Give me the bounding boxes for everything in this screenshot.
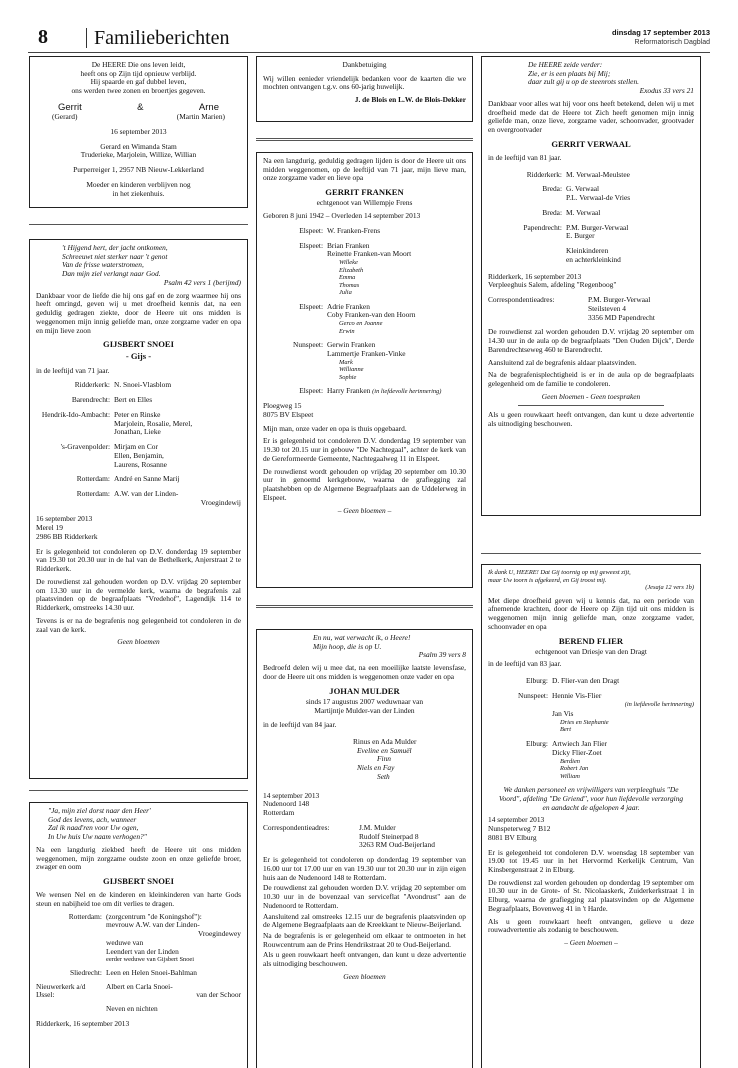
relative-entry (36, 411, 241, 437)
verse-line: Zie, er is een plaats bij Mij; (528, 68, 611, 78)
relative-place: Ridderkerk: (74, 380, 110, 390)
invitation-note: Als u geen rouwkaart heeft ontvangen, dan kunt u deze advertentie als uitnodiging beschouwen. (488, 410, 694, 429)
note: in het ziekenhuis. (112, 188, 165, 198)
age: in de leeftijd van 84 jaar. (263, 720, 337, 730)
address-line: Rotterdam (263, 808, 295, 818)
relative-name: Leen en Helen Snoei-Bahlman (106, 967, 197, 977)
relative-name: W. Franken-Frens (327, 225, 381, 235)
correspondence-line: Steilsteven 4 (588, 303, 626, 313)
obituary-gerrit-verwaal (481, 56, 701, 516)
obituary-gijsbert-snoei (29, 239, 248, 779)
relative-name: Rinus en Ada Mulder (353, 737, 417, 747)
address-line: 8081 BV Elburg (488, 832, 537, 842)
relative-place: Elburg: (525, 739, 548, 749)
grandchild-name: Emma (339, 274, 356, 282)
address-line: Nudenoord 148 (263, 799, 310, 809)
baby-subnames (36, 113, 241, 122)
ad-line: heeft ons op Zijn tijd opnieuw verblijd. (80, 68, 197, 78)
verse-line: In Uw huis Uw naam verhogen?" (48, 832, 147, 842)
address-line: 8075 BV Elspeet (263, 409, 314, 419)
correspondence-line: Rudolf Steinerpad 8 (359, 831, 419, 841)
relatives-list (36, 381, 241, 507)
verse-source: Psalm 42 vers 1 (berijmd) (163, 277, 241, 287)
life-dates: Geboren 8 juni 1942 – Overleden 14 september 2013 (263, 211, 421, 221)
divider (256, 138, 473, 141)
grandchild-name: Willeke (339, 259, 358, 267)
relative-entry (488, 247, 694, 264)
relative-name: Neven en nichten (106, 1004, 158, 1014)
relative-place: Breda: (542, 207, 562, 217)
relative-name: M. Verwaal-Meulstee (566, 169, 630, 179)
grandchild-name: Mark (339, 358, 353, 366)
relative-place (488, 247, 566, 264)
divider (29, 790, 248, 791)
intro-text: Na een langdurig ziekbed heeft de Heere uit ons midden weggenomen, mijn zorgzame oudste zoon en onze geliefde broer, zwager en oom (36, 844, 241, 872)
relative-name: Bert en Elles (114, 395, 153, 405)
correspondence-label: Correspondentieadres: (263, 822, 330, 832)
relative-place: Nunspeet: (518, 690, 548, 700)
verse-source: Exodus 33 vers 21 (639, 86, 694, 96)
relative-place: Elspeet: (299, 301, 323, 311)
funeral-info: De rouwdienst zal gehouden worden D.V. vrijdag 20 september om 10.30 uur in de bovenzaal van serviceflat "Avondrust" aan de Nudenoord te Rotterdam. (263, 883, 466, 910)
verse-line: maar Uw toorn is afgekeerd, en Gij troost mij. (488, 576, 607, 584)
funeral-info: De rouwdienst zal worden gehouden op donderdag 19 september om 10.30 uur in de Grote- of St. Nicolaaskerk, Zuiderkerkstraat 1 in Elburg, waarna de grafiegging zal plaatsvinden op de Algemene Begraafplaats, Bovenweg 41 in 't Harde. (488, 877, 694, 913)
intro-text: Met diepe droefheid geven wij u kennis dat, na een periode van afnemende krachten, door de Heere op Zijn tijd uit ons midden is weggenomen mijn innig geliefde man, onze zorgzame vader, schoonvader en opa (488, 595, 694, 631)
burial-info: Aansluitend zal de begrafenis aldaar plaatsvinden. (488, 357, 637, 367)
lying-in-state: Mijn man, onze vader en opa is thuis opgebaard. (263, 423, 407, 433)
relative-place: Elspeet: (299, 386, 323, 396)
spouse-line: echtgenoot van Willempje Frens (316, 198, 413, 208)
relative-entry (488, 224, 694, 241)
relative-entry (488, 692, 694, 708)
ampersand: & (137, 101, 144, 113)
gathering-info: Na de begrafenis is er gelegenheid om elkaar te ontmoeten in het Rouwcentrum aan de Prins Hendrikstraat 20 te Oud-Beijerland. (263, 930, 466, 949)
section-title: Familieberichten (94, 27, 230, 49)
relative-name: Jan Vis (552, 709, 574, 719)
relative-name: Jonathan, Lieke (114, 427, 161, 437)
relative-name: G. Verwaal (566, 184, 600, 194)
relative-name: D. Flier-van den Dragt (552, 676, 620, 686)
relative-entry (36, 983, 241, 1000)
funeral-info: De rouwdienst zal worden gehouden D.V. vrijdag 20 september om 14.30 uur in de aula op de begraafplaats "Den Ouden Dijck", Derde Barendrechtseweg 460 te Barendrecht. (488, 327, 694, 354)
relative-place: Breda: (542, 184, 562, 194)
grandchild-name: Robert Jan (560, 765, 589, 773)
ad-line: De HEERE Die ons leven leidt, (91, 60, 186, 69)
invitation-note: Als u geen rouwkaart heeft ontvangen, gelieve u deze rouwadvertentie als zodanig te beschouwen. (488, 916, 694, 935)
deceased-name: JOHAN MULDER (329, 685, 400, 696)
baby-subname: (Martin Marien) (176, 112, 225, 122)
verse-source: (Jesaja 12 vers 1b) (645, 584, 694, 592)
relative-name: André en Sanne Marij (114, 474, 180, 484)
relative-place: Hendrik-Ido-Ambacht: (41, 409, 110, 419)
header-divider (86, 28, 87, 48)
address-line: Nunspeterweg 7 B12 (488, 824, 551, 834)
newspaper-name: Reformatorisch Dagblad (634, 39, 710, 46)
grandchild-name: Willianne (339, 366, 364, 374)
deceased-name: GIJSBERT SNOEI (103, 876, 174, 887)
relative-name: weduwe van (106, 937, 144, 947)
relative-place: Papendrecht: (523, 222, 562, 232)
no-flowers-note: Geen bloemen (117, 637, 160, 647)
correspondence-line: 3263 RM Oud-Beijerland (359, 840, 435, 850)
relative-name: Peter en Rinske (114, 409, 161, 419)
relative-name: P.M. Burger-Verwaal (566, 222, 629, 232)
no-flowers-note: Geen bloemen - Geen toespraken (541, 391, 641, 401)
relative-name: A.W. van der Linden- (114, 488, 179, 498)
grandchild-name: Thomas (339, 281, 360, 289)
relative-name: Coby Franken-van den Hoorn (327, 310, 416, 320)
date: 16 september 2013 (36, 514, 93, 524)
condolence-info: Er is gelegenheid tot condoleren D.V. woensdag 18 september van 19.00 tot 19.45 uur in het Hervormd Kerkelijk Centrum, Van Kinsbergenstraat 2 in Elburg. (488, 847, 694, 875)
age: in de leeftijd van 81 jaar. (488, 153, 562, 163)
verse-line: Zal ik naad'ren voor Uw ogen, (48, 823, 139, 833)
divider (29, 224, 248, 225)
relative-name: (zorgcentrum "de Koningshof"): (106, 911, 202, 921)
relative-entry (36, 1005, 241, 1014)
no-flowers-note: – Geen bloemen – (564, 938, 618, 948)
grandchild-name: Julia (339, 289, 352, 297)
relative-place: 's-Gravenpolder: (60, 442, 110, 452)
deceased-name: GIJSBERT SNOEI (103, 339, 174, 350)
verse (488, 61, 694, 96)
condolence-info: Er is gelegenheid tot condoleren D.V. donderdag 19 september van 19.30 tot 20.15 uur in gebouw "De Nachtegaal", achter de kerk van de Gereformeerde Gemeente, Nachtegaalweg 11 in Elspeet. (263, 436, 466, 463)
relative-entry (263, 227, 466, 236)
relative-place: Sliedrecht: (69, 967, 102, 977)
widower-line: sinds 17 augustus 2007 weduwnaar van (305, 696, 424, 706)
relative-name: Vroegindewey (197, 929, 241, 939)
date-place: Ridderkerk, 16 september 2013 (36, 1018, 130, 1028)
relative-name: N. Snoei-Vlasblom (114, 380, 172, 390)
grandchild-name: Gerco en Joanne (339, 320, 383, 328)
verse-source: Psalm 39 vers 8 (418, 650, 466, 660)
ad-line: Hij spaarde en gaf dubbel leven, (90, 77, 187, 87)
divider (256, 605, 473, 608)
divider (481, 553, 701, 554)
date-place: Ridderkerk, 16 september 2013 (488, 271, 582, 281)
relative-entry (36, 913, 241, 964)
relative-place (36, 1005, 106, 1014)
vis-family (488, 710, 694, 734)
obituary-gijsbert-snoei-family (29, 802, 248, 1068)
spouse-line: echtgenoot van Driesje van den Dragt (535, 646, 647, 656)
intro-text: Bedroefd delen wij u mee dat, na een moeilijke laatste levensfase, door de Heere uit ons midden is weggenomen onze vader en opa (263, 663, 466, 681)
header-rule (28, 52, 710, 53)
verse (36, 244, 241, 288)
age: in de leeftijd van 71 jaar. (36, 365, 110, 375)
intro-text: Na een langdurig, geduldig gedragen lijden is door de Heere uit ons midden weggenomen, op de leeftijd van 71 jaar, mijn lieve man, onze zorgzame vader en lieve opa (263, 156, 466, 183)
no-flowers-note: Geen bloemen (343, 971, 386, 981)
relative-entry (488, 185, 694, 202)
relative-place: Nunspeet: (293, 340, 323, 350)
grandchild-name: Seth (377, 771, 390, 781)
relative-entry (488, 740, 694, 780)
verse-line: 't Hijgend hert, der jacht ontkomen, (62, 243, 168, 252)
verse-line: Schreeuwt niet sterker naar 't genot (62, 251, 168, 261)
relative-name: Vroegindewij (200, 497, 241, 507)
correspondence-address (263, 824, 466, 850)
relative-name: Kleinkinderen (566, 246, 609, 256)
baby-name: Gerrit (58, 101, 82, 113)
relative-name: Mirjam en Cor (114, 442, 158, 452)
address-line: Ploegweg 15 (263, 401, 302, 411)
relative-name: Artwiech Jan Flier (552, 739, 608, 749)
relative-name: Brian Franken (327, 240, 370, 250)
relative-name: en achterkleinkind (566, 254, 621, 264)
grandchild-name: Dries en Stephanie (560, 718, 609, 726)
verse-line: God des levens, ach, wanneer (48, 814, 137, 824)
relative-name: Albert en Carla Snoei- (106, 981, 173, 991)
relative-name: Marjolein, Rosalie, Merel, (114, 418, 193, 428)
baby-subname: (Gerard) (52, 112, 78, 122)
memory-note: (in liefdevolle herinnering) (372, 388, 442, 396)
no-flowers-note: – Geen bloemen – (337, 505, 392, 515)
relative-name: Ellen, Benjamin, (114, 450, 164, 460)
relative-name: M. Verwaal (566, 207, 601, 217)
relative-entry (488, 209, 694, 218)
verse-line: De HEERE zeide verder: (528, 60, 603, 69)
relative-name: Adrie Franken (327, 301, 370, 311)
relative-place: Rotterdam: (68, 911, 102, 921)
relative-name: Hennie Vis-Flier (552, 690, 602, 700)
birth-date: 16 september 2013 (110, 126, 167, 136)
condolence-info: Er is gelegenheid tot condoleren op donderdag 19 september van 16.00 uur tot 17.00 uur en van 19.30 uur tot 20.30 uur in zijn eigen huis aan de Nudenoord 148 te Rotterdam. (263, 855, 466, 882)
relative-place: Nieuwerkerk a/d IJssel: (36, 981, 86, 1000)
notice-title: Dankbetuiging (342, 60, 387, 69)
obituary-gerrit-franken (256, 152, 473, 588)
correspondence-label: Correspondentieadres: (488, 295, 555, 305)
parents: Gerard en Wimanda Stam (100, 141, 177, 151)
grandchild-name: Sophie (339, 373, 357, 381)
address-line: 2986 BB Ridderkerk (36, 531, 98, 541)
grandchild-name: Eveline en Samuël (357, 745, 412, 755)
relative-place: Elburg: (525, 676, 548, 686)
relative-name: van der Schoor (196, 990, 241, 1000)
verse (36, 807, 241, 842)
funeral-info: De rouwdienst wordt gehouden op vrijdag 20 september om 10.30 uur in genoemd kerkgebouw, waarna de grafiegging zal plaatshebben op de Algemene Begraafplaats aan de Uddelerweg in Elspeet. (263, 466, 466, 502)
relative-name: Dicky Flier-Zoet (552, 747, 602, 757)
grandchild-name: Berdien (560, 757, 580, 765)
ad-line: ons werden twee zonen en broertjes gegeven. (71, 86, 206, 96)
relative-entry (36, 490, 241, 507)
correspondence-address (488, 296, 694, 322)
page-header (28, 26, 710, 50)
relative-place: Ridderkerk: (526, 169, 562, 179)
relative-place: Elspeet: (299, 225, 323, 235)
deceased-nickname: - Gijs - (125, 351, 152, 362)
thank-you-notice (256, 56, 473, 122)
relative-entry (36, 969, 241, 978)
baby-name: Arne (198, 101, 219, 113)
inner-rule (518, 405, 664, 406)
verse (263, 634, 466, 660)
grandchild-name: Elizabeth (339, 266, 364, 274)
relative-name: Reinette Franken-van Moort (327, 249, 412, 259)
relative-name: Lammertje Franken-Vinke (327, 349, 406, 359)
verse-line: En nu, wat verwacht ik, o Heere! (313, 633, 411, 642)
intro-text: Dankbaar voor alles wat hij voor ons heeft betekend, delen wij u met droefheid mede dat de Heere tot Zich heeft genomen mijn innig geliefde man, onze lieve, zorgzame vader, schoonvader, grootvader en overgrootvader (488, 98, 694, 135)
correspondence-line: 3356 MD Papendrecht (588, 312, 655, 322)
relative-name: Harry Franken (327, 386, 371, 396)
notice-text: Wij willen eenieder vriendelijk bedanken voor de kaarten die we mochten ontvangen t.g.v. ons 60-jarig huwelijk. (263, 73, 466, 92)
family-list (263, 738, 466, 782)
birth-announcement-gerrit-arne (29, 56, 248, 208)
verse-line: "Ja, mijn ziel dorst naar den Heer' (48, 806, 151, 815)
date: 14 september 2013 (263, 790, 320, 800)
age: in de leeftijd van 83 jaar. (488, 659, 562, 669)
relative-entry (488, 171, 694, 180)
relative-entry (263, 387, 466, 396)
relative-place: Elspeet: (299, 240, 323, 250)
verse-line: daar zult gij u op de steenrots stellen. (528, 77, 639, 87)
correspondence-line: J.M. Mulder (359, 822, 396, 832)
correspondence-line: P.M. Burger-Verwaal (588, 295, 651, 305)
siblings: Truderieke, Marjolein, Willize, Willian (80, 150, 197, 160)
funeral-info: De rouwdienst zal gehouden worden op D.V. vrijdag 20 september om 13.30 uur in de vermelde kerk, waarna de begrafenis zal plaatsvinden op de begraafplaats "Vredehof", Lagendijk 114 te Ridderkerk, omstreeks 14.30 uur. (36, 576, 241, 613)
relative-entry (36, 475, 241, 484)
deceased-name: GERRIT VERWAAL (551, 138, 631, 149)
relative-entry (488, 677, 694, 686)
relative-place: Rotterdam: (76, 488, 110, 498)
obituary-johan-mulder (256, 629, 473, 1068)
relative-name: E. Burger (566, 231, 595, 241)
verse-line: Van de frisse waterstromen, (62, 260, 144, 270)
spouse-line: Martijntje Mulder-van der Linden (314, 705, 415, 715)
relative-name: Gerwin Franken (327, 340, 376, 350)
verse-line: Dan mijn ziel verlangt naar God. (62, 269, 161, 279)
relative-place: Barendrecht: (71, 395, 110, 405)
relative-entry (36, 381, 241, 390)
relative-name: Laurens, Rosanne (114, 459, 167, 469)
relative-name: P.L. Verwaal-de Vries (566, 193, 631, 203)
date: 14 september 2013 (488, 815, 545, 825)
memory-note: (in liefdevolle herinnering) (624, 700, 694, 708)
grandchild-name: Niels en Fay (357, 763, 395, 773)
extra-info: Tevens is er na de begrafenis nog gelegenheid tot condoleren in de zaal van de kerk. (36, 615, 241, 634)
address: Purperreiger 1, 2957 NB Nieuw-Lekkerland (73, 165, 204, 175)
address-line: Merel 19 (36, 523, 63, 533)
relative-entry (263, 341, 466, 381)
condolence-info: Er is gelegenheid tot condoleren op D.V. donderdag 19 september van 19.30 tot 20.30 uur in de hal van de Bethelkerk, Anjerstraat 2 te Ridderkerk. (36, 546, 241, 574)
relative-entry (263, 303, 466, 336)
page-number: 8 (38, 26, 48, 48)
grandchild-name: Finn (377, 754, 391, 764)
condolence-info: Na de begrafenisplechtigheid is er in de aula op de begraafplaats gelegenheid om de familie te condoleren. (488, 370, 694, 388)
issue-date: dinsdag 17 september 2013 (612, 28, 710, 37)
care-location: Verpleeghuis Salem, afdeling "Regenboog" (488, 280, 617, 290)
burial-info: Aansluitend zal omstreeks 12.15 uur de begrafenis plaatsvinden op de Algemene Begraafplaats aan de Kreekkant te Nieuw-Beijerland. (263, 911, 466, 930)
deceased-name: GERRIT FRANKEN (325, 187, 404, 198)
grandchild-name: Erwin (339, 327, 355, 335)
invitation-note: Als u geen rouwkaart heeft ontvangen, dan kunt u deze advertentie als uitnodiging beschouwen. (263, 950, 466, 969)
thanks-note: We danken personeel en vrijwilligers van verpleeghuis "De Voord", afdeling "De Griend", voor hun liefdevolle verzorging en aandacht de afgelopen 4 jaar. (498, 785, 684, 812)
relative-name: mevrouw A.W. van der Linden- (106, 920, 200, 930)
relative-name: Leendert van der Linden (106, 946, 179, 956)
wish-text: We wensen Nel en de kinderen en kleinkinderen van harte Gods steun en nabijheid toe om dit verlies te dragen. (36, 890, 241, 909)
grandchild-name: Bert (560, 726, 572, 734)
relative-name: eerder weduwe van Gijsbert Snoei (106, 956, 195, 964)
relative-entry (36, 443, 241, 469)
verse-line: Mijn hoop, die is op U. (313, 641, 382, 651)
relative-place: Rotterdam: (76, 474, 110, 484)
relative-entry (36, 396, 241, 405)
intro-text: Dankbaar voor de liefde die hij ons gaf en de zorg waarmee hij ons heeft omringd, geven wij u met droefheid kennis dat, na een geduldig gedragen ziekte, door de Heere uit ons midden is weggenomen mijn innig geliefde man, onze zorgzame vader en opa en mijn lieve zoon (36, 290, 241, 335)
deceased-name: BEREND FLIER (558, 635, 624, 646)
notice-signature: J. de Blois en L.W. de Blois-Dekker (354, 95, 466, 105)
verse-line: Ik dank U, HEERE! Dat Gij toornig op mij geweest zijt, (488, 569, 631, 576)
grandchild-name: William (560, 772, 580, 780)
relative-entry (263, 242, 466, 297)
note: Moeder en kinderen verblijven nog (86, 179, 191, 189)
obituary-berend-flier (481, 564, 701, 1068)
